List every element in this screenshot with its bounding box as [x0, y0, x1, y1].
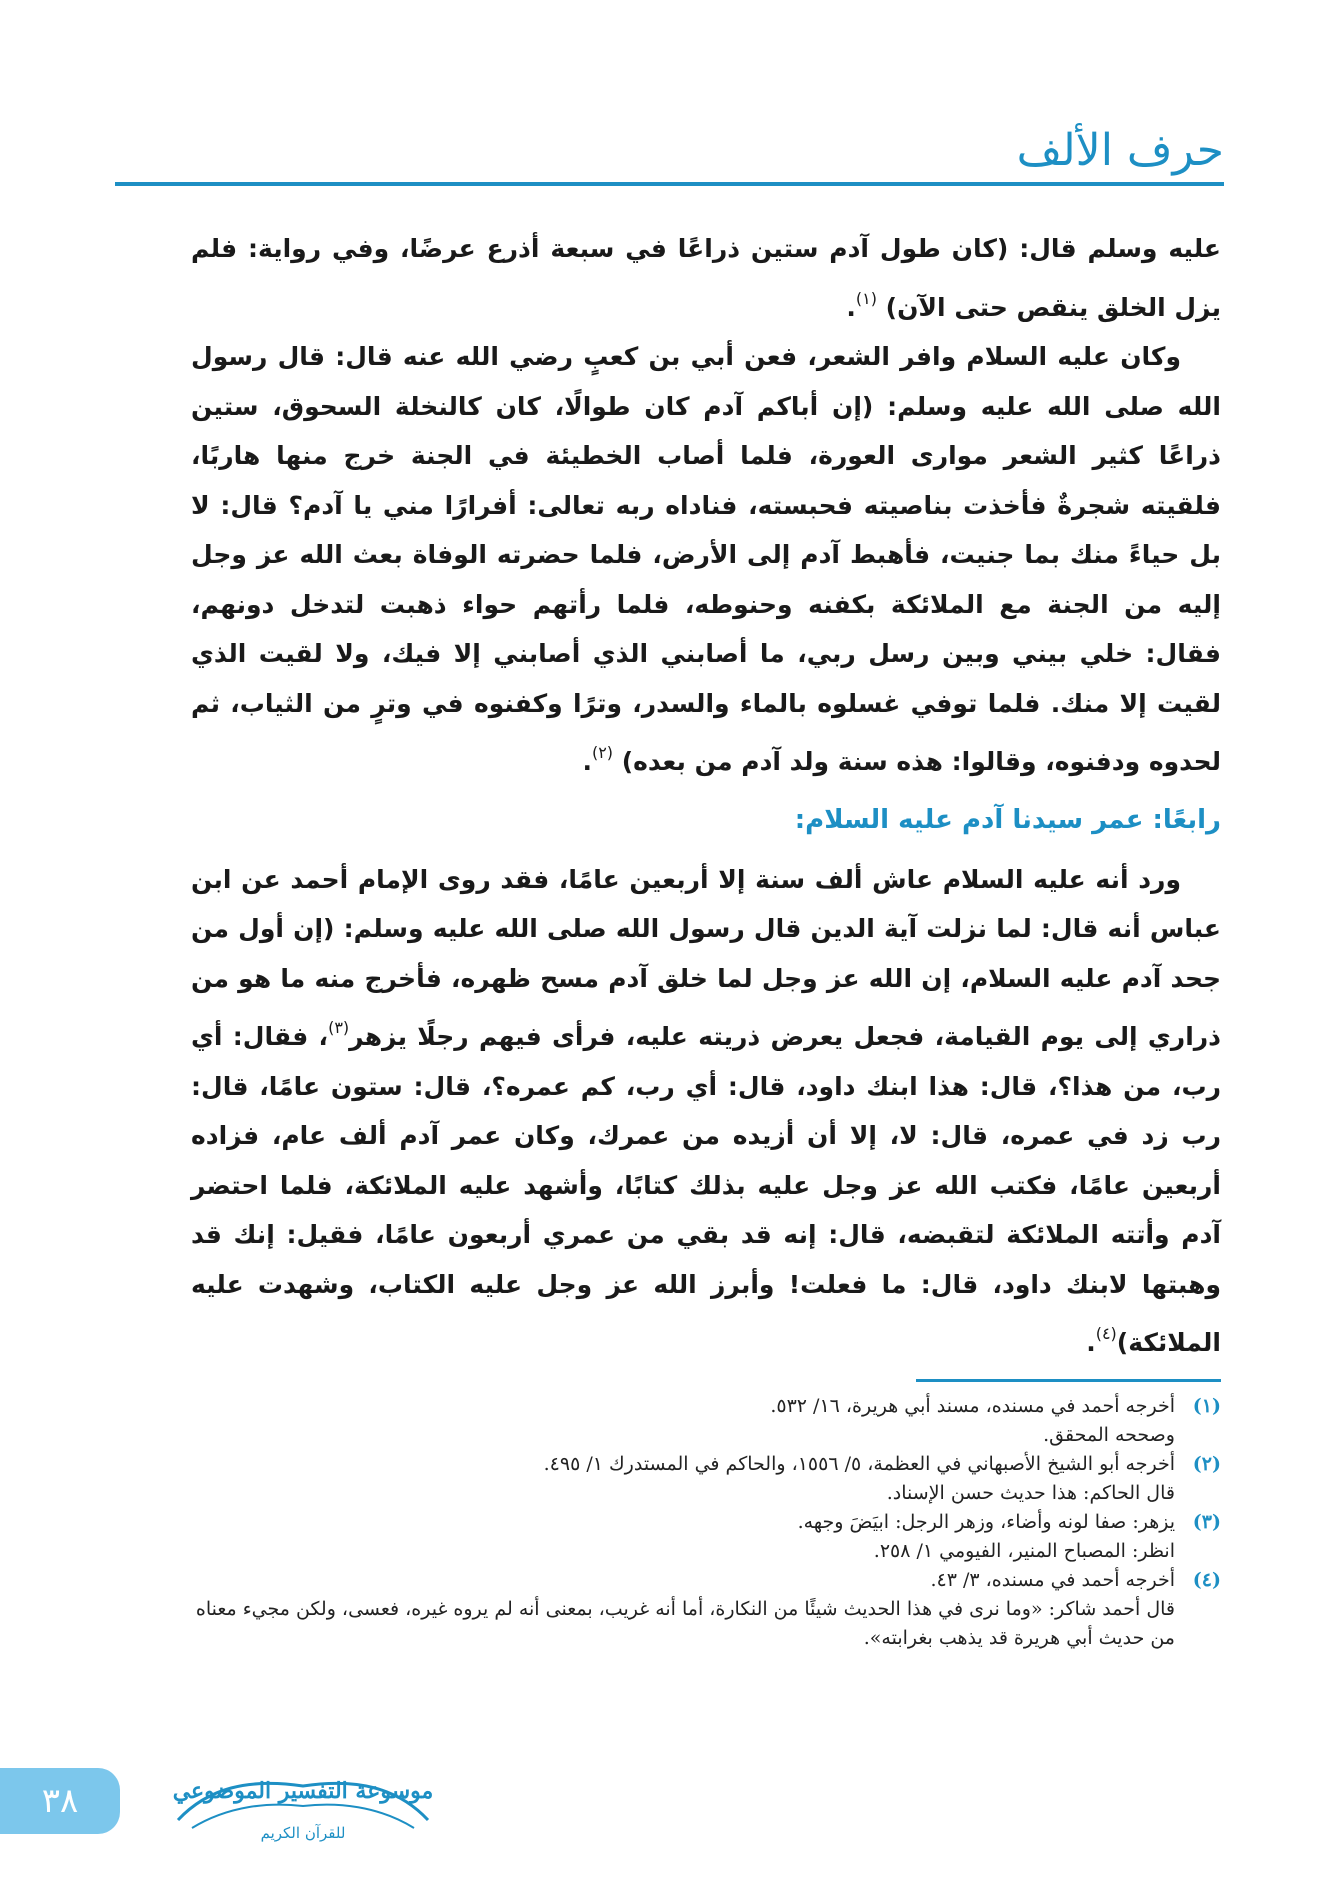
page-header: [115, 118, 1224, 188]
paragraph-3-end: .: [1086, 1328, 1096, 1357]
encyclopedia-logo: [168, 1758, 438, 1854]
paragraph-3-text-b: ، فقال: أي رب، من هذا؟، قال: هذا ابنك داود، قال: أي رب، كم عمره؟، قال: ستون عامًا، قال: رب زد في عمره، قال: لا، إلا أن أزيده من عمرك، وكان عمر آدم ألف عام، فزاده أربعين عامًا، فكتب الله عز وجل عليه بذلك كتابًا، وأشهد عليه الملائكة، فلما احتضر آدم وأتته الملائكة لتقبضه، قال: إنه قد بقي من عمري أربعون عامًا، فقيل: إنك قد وهبتها لابنك داود، قال: ما فعلت! وأبرز الله عز وجل عليه الكتاب، وشهدت عليه الملائكة): [191, 1022, 1221, 1357]
paragraph-2: وكان عليه السلام وافر الشعر، فعن أبي بن كعبٍ رضي الله عنه قال: قال رسول الله صلى الله عليه وسلم: (إن أباكم آدم كان طوالًا، كان كالنخلة السحوق، ستين ذراعًا كثير الشعر موارى العورة، فلما أصاب الخطيئة في الجنة خرج منها هاربًا، فلقيته شجرةٌ فأخذت بناصيته فحبسته، فناداه ربه تعالى: أفرارًا مني يا آدم؟ قال: لا بل حياءً منك بما جنيت، فأهبط آدم إلى الأرض، فلما حضرته الوفاة بعث الله عز وجل إليه من الجنة مع الملائكة بكفنه وحنوطه، فلما رأتهم حواء ذهبت لتدخل دونهم، فقال: خلي بيني وبين رسل ربي، ما أصابني الذي أصابني إلا فيك، ولا لقيت الذي لقيت إلا منك. فلما توفي غسلوه بالماء والسدر، وترًا وكفنوه في وترٍ من الثياب، ثم لحدوه ودفنوه، وقالوا: هذه سنة ولد آدم من بعده) $^{(٢)}$.: [191, 342, 1221, 776]
footnote-number: (٤): [1192, 1569, 1221, 1591]
footnote-number: (٢): [1192, 1453, 1221, 1475]
footnote-number: (٣): [1192, 1511, 1221, 1533]
paragraph-3-text-a: ورد أنه عليه السلام عاش ألف سنة إلا أربعين عامًا، فقد روى الإمام أحمد عن ابن عباس أنه قال: لما نزلت آية الدين قال رسول الله صلى الله عليه وسلم: (إن أول من جحد آدم عليه السلام، إن الله عز وجل لما خلق آدم مسح ظهره، فأخرج منه ما هو من ذراري إلى يوم القيامة، فجعل يعرض ذريته عليه، فرأى فيهم رجلًا يزهر: [191, 864, 1221, 1051]
page-number-tab: [0, 1768, 120, 1834]
paragraph-2-text: وكان عليه السلام وافر الشعر، فعن أبي بن كعبٍ رضي الله عنه قال: قال رسول الله صلى الله عليه وسلم: (إن أباكم آدم كان طوالًا، كان كالنخلة السحوق، ستين ذراعًا كثير الشعر موارى العورة، فلما أصاب الخطيئة في الجنة خرج منها هاربًا، فلقيته شجرةٌ فأخذت بناصيته فحبسته، فناداه ربه تعالى: أفرارًا مني يا آدم؟ قال: لا بل حياءً منك بما جنيت، فأهبط آدم إلى الأرض، فلما حضرته الوفاة بعث الله عز وجل إليه من الجنة مع الملائكة بكفنه وحنوطه، فلما رأتهم حواء ذهبت لتدخل دونهم، فقال: خلي بيني وبين رسل ربي، ما أصابني الذي أصابني إلا فيك، ولا لقيت الذي لقيت إلا منك. فلما توفي غسلوه بالماء والسدر، وترًا وكفنوه في وترٍ من الثياب، ثم لحدوه ودفنوه، وقالوا: هذه سنة ولد آدم من بعده): [191, 342, 1221, 776]
footnote-line: قال الحاكم: هذا حديث حسن الإسناد.: [886, 1482, 1175, 1504]
footnote-ref-1[interactable]: (١): [855, 288, 877, 308]
footnote-line: أخرجه أحمد في مسنده، ٣/ ٤٣.: [930, 1569, 1175, 1591]
footnote-body: [191, 1392, 1175, 1450]
footnote-line: قال أحمد شاكر: «وما نرى في هذا الحديث شيئًا من النكارة، أما أنه غريب، بمعنى أنه لم يروه غيره، فعسى، ولكن مجيء معناه من حديث أبي هريرة قد يذهب بغرابته».: [195, 1598, 1175, 1649]
footnote-number: (١): [1192, 1395, 1221, 1417]
footnote-ref-4[interactable]: (٤): [1095, 1324, 1117, 1343]
footnote-body: [191, 1566, 1175, 1653]
footnotes: [191, 1392, 1221, 1653]
footnote-line: انظر: المصباح المنير، الفيومي ١/ ٢٥٨.: [873, 1540, 1175, 1562]
footnote-line: يزهر: صفا لونه وأضاء، وزهر الرجل: ابيَضَ وجهه.: [797, 1511, 1175, 1533]
section-heading: رابعًا: عمر سيدنا آدم عليه السلام:: [794, 804, 1221, 835]
footnote-line: أخرجه أبو الشيخ الأصبهاني في العظمة، ٥/ ١٥٥٦، والحاكم في المستدرك ١/ ٤٩٥.: [543, 1453, 1175, 1475]
footnote-ref-2[interactable]: (٢): [591, 743, 614, 762]
footnote-body: [191, 1450, 1175, 1508]
logo-subtitle: للقرآن الكريم: [260, 1824, 346, 1842]
footnote: [191, 1450, 1221, 1508]
paragraph-1-text: عليه وسلم قال: (كان طول آدم ستين ذراعًا في سبعة أذرع عرضًا، وفي رواية: فلم يزل الخلق ينقص حتى الآن): [191, 234, 1221, 322]
logo-title: موسوعة التفسير الموضوعي: [172, 1778, 434, 1804]
footnote-divider: [916, 1379, 1221, 1382]
footnote: [191, 1508, 1221, 1566]
paragraph-3: [191, 855, 1221, 1368]
chapter-title: حرف الألف: [1016, 125, 1224, 176]
page-footer: [0, 1768, 1339, 1868]
paragraph-1: عليه وسلم قال: (كان طول آدم ستين ذراعًا في سبعة أذرع عرضًا، وفي رواية: فلم يزل الخلق ينقص حتى الآن) $^{(١)}$.: [191, 234, 1221, 322]
page-number: ٣٨: [41, 1781, 79, 1821]
main-text: [191, 224, 1221, 1368]
footnote-ref-3[interactable]: (٣): [328, 1018, 350, 1037]
footnote-line: أخرجه أحمد في مسنده، مسند أبي هريرة، ١٦/ ٥٣٢.: [770, 1395, 1175, 1417]
footnote: [191, 1566, 1221, 1653]
footnote-body: [191, 1508, 1175, 1566]
footnote-line: وصححه المحقق.: [1043, 1424, 1175, 1446]
footnote: [191, 1392, 1221, 1450]
header-divider: [115, 182, 1224, 186]
